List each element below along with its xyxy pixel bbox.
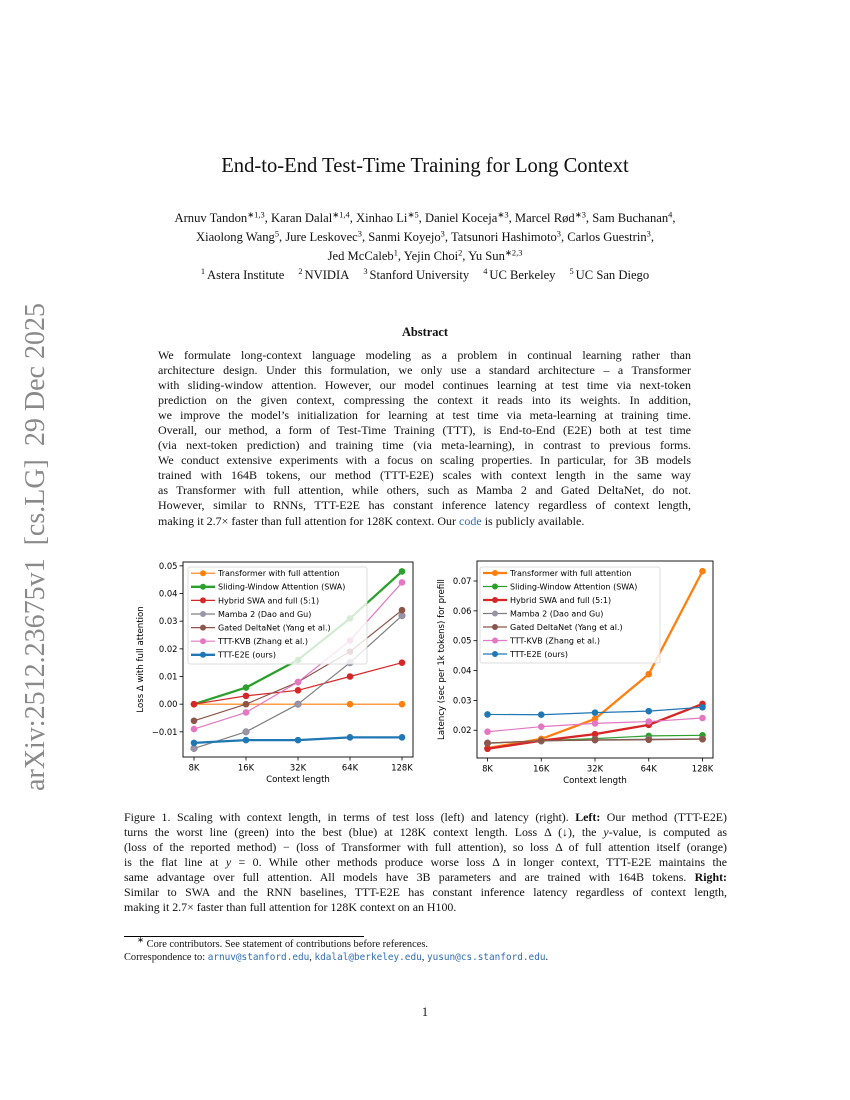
abstract-line: as Transformer with full attention, while others, such as Mamba 2 and Gated DeltaNet, do not. [158,483,691,498]
author-affiliation-marks: ∗3 [497,210,509,219]
abstract-heading: Abstract [401,324,449,339]
email-link[interactable]: kdalal@berkeley.edu [314,952,422,963]
data-point-marker [699,568,706,575]
data-point-marker [645,718,652,725]
author-affiliation-marks: ∗1,3 [247,210,265,219]
caption-text: Similar to SWA and the RNN baselines, TTT-E2E has constant inference latency regardless of context length, [124,884,727,899]
legend-label: Hybrid SWA and full (5:1) [510,595,612,605]
caption-math: y [603,824,609,839]
affiliation [569,266,649,285]
abstract-line: architecture design. Under this formulation, we only use a standard architecture – a Transformer [158,362,691,377]
legend-label: Gated DeltaNet (Yang et al.) [218,623,331,633]
data-point-marker [399,607,406,614]
author [356,211,422,225]
author [592,211,675,225]
author-line [0,247,850,266]
abstract-text: making it 2.7× faster than full attention for 128K context. Our [158,513,460,528]
legend-label: TTT-E2E (ours) [218,650,276,660]
footnote-correspondence [124,951,744,964]
separator: , [672,210,676,225]
legend-marker-swatch [492,651,498,657]
separator: , [279,229,283,244]
data-point-marker [699,736,706,743]
caption-text: making it 2.7× faster than full attention for 128K context on an H100. [124,899,457,914]
author-name: Daniel Koceja [424,210,498,225]
y-tick-label: 0.00 [158,699,178,710]
separator: , [508,210,512,225]
author [567,230,654,244]
x-tick-label: 32K [586,763,604,774]
legend-marker-swatch [200,652,206,658]
author-affiliation-marks: 3 [556,229,561,238]
affiliation-name: UC Berkeley [489,267,556,282]
affiliation-number: 4 [483,267,488,276]
author-name: Xinhao Li [356,210,408,225]
legend-marker-swatch [200,597,206,603]
author-affiliation-marks: 3 [357,229,362,238]
data-point-marker [347,673,354,680]
author-name: Carlos Guestrin [567,229,647,244]
author-name: Yejin Choi [403,248,459,263]
y-axis-label: Latency (sec per 1k tokens) for prefill [437,579,447,740]
author-line [0,228,850,247]
abstract-line [158,514,691,529]
legend-marker-swatch [492,570,498,576]
x-axis [189,757,414,785]
caption-bold-label: Left: [575,809,601,824]
x-tick-label: 64K [640,763,657,774]
abstract-line: We conduct extensive experiments with a focus on scaling properties. In particular, for 3B models [158,453,691,468]
caption-bold-label: Right: [694,869,727,884]
data-point-marker [295,737,302,744]
y-tick-label: 0.02 [158,643,178,654]
affiliation-number: 3 [363,267,368,276]
legend-marker-swatch [200,570,206,576]
footnote-mark: ∗ [137,935,145,945]
author [515,211,589,225]
caption-line [124,855,727,870]
data-point-marker [592,709,599,716]
legend-marker-swatch [492,624,498,630]
arxiv-stamp [21,303,51,791]
correspondence-label: Correspondence to: [124,952,208,963]
caption-line [124,825,727,840]
data-point-marker [399,659,406,666]
data-point-marker [347,701,354,708]
legend-marker-swatch [200,611,206,617]
author-affiliation-marks: ∗1,4 [332,210,350,219]
abstract-line: prediction on the given context, compressing the context it reads into its weights. In addition, [158,392,691,407]
abstract-line: (via next-token prediction) and training time (via meta-learning), in contrast to previous forms. [158,438,691,453]
data-point-marker [295,679,302,686]
x-tick-label: 8K [482,763,493,774]
data-point-marker [484,740,491,747]
data-point-marker [538,723,545,730]
data-point-marker [191,717,198,724]
y-tick-label: 0.03 [158,616,178,627]
x-axis-label: Context length [563,776,627,786]
author-name: Arnuv Tandon [174,210,248,225]
y-axis [136,561,183,737]
author-name: Karan Dalal [271,210,333,225]
x-axis-label: Context length [266,775,330,785]
caption-text: is the flat line at [124,854,226,869]
legend-marker-swatch [200,584,206,590]
affiliation-name: Astera Institute [207,267,285,282]
abstract-line: we improve the model’s initialization for learning at test time via meta-learning at training time. [158,407,691,422]
latency-vs-context-chart [430,555,720,790]
x-tick-label: 128K [691,763,714,774]
legend-label: Mamba 2 (Dao and Gu) [510,609,604,619]
author-name: Yu Sun [468,248,505,263]
author [468,249,522,263]
data-point-marker [645,708,652,715]
author [175,211,268,225]
author-affiliation-marks: 3 [440,229,445,238]
data-point-marker [243,729,250,736]
footnote-core-contributors [124,935,757,951]
y-tick-label: −0.01 [151,726,178,737]
legend-label: TTT-KVB (Zhang et al.) [218,637,308,647]
separator: , [418,210,422,225]
separator: , [462,248,466,263]
affiliation-name: Stanford University [369,267,470,282]
caption-text: (loss of the reported method) − (loss of Transformer with full attention), so loss Δ of full attention itself (orange) [124,839,727,854]
separator: , [560,229,565,244]
abstract-line: trained with 164B tokens, our method (TTT-E2E) scales with context length in the same way [158,468,691,483]
loss-vs-context-chart [125,555,420,790]
affiliation-name: NVIDIA [304,267,350,282]
data-point-marker [243,701,250,708]
legend-label: Sliding-Window Attention (SWA) [218,582,346,592]
x-tick-label: 16K [237,762,255,773]
author [425,211,512,225]
legend-marker-swatch [492,597,498,603]
legend-label: Sliding-Window Attention (SWA) [510,582,638,592]
caption-line [124,870,727,885]
legend-label: TTT-KVB (Zhang et al.) [510,636,600,646]
data-point-marker [538,711,545,718]
author-block [0,209,850,285]
data-point-marker [484,728,491,735]
legend-label: Gated DeltaNet (Yang et al.) [510,622,623,632]
affiliation-line [0,266,850,285]
caption-text: Our method (TTT-E2E) [600,809,728,824]
legend-marker-swatch [492,638,498,644]
author-name: Jed McCaleb [327,248,394,263]
affiliation [201,266,284,285]
affiliation [483,266,555,285]
affiliation-number: 1 [200,267,206,276]
figure-caption [124,810,727,915]
separator: , [361,229,366,244]
data-point-marker [699,715,706,722]
series-ttt-e2e [191,734,406,746]
y-tick-label: 0.04 [452,665,472,676]
y-axis [437,576,477,740]
data-point-marker [592,720,599,727]
abstract-text: is publicly available. [481,513,585,528]
author-name: Tatsunori Hashimoto [450,229,557,244]
author-line [0,209,850,228]
y-axis-label: Loss Δ with full attention [136,606,146,713]
author-affiliation-marks: 5 [274,229,280,238]
x-tick-label: 32K [289,762,307,773]
legend-label: Hybrid SWA and full (5:1) [218,596,320,606]
data-point-marker [399,734,406,741]
arxiv-id: arXiv:2512.23675v1 [20,558,51,791]
separator: , [650,229,654,244]
caption-line [124,840,727,855]
author-affiliation-marks: 2 [458,248,463,257]
data-point-marker [538,737,545,744]
legend-label: TTT-E2E (ours) [510,649,568,659]
author-name: Marcel Rød [514,210,575,225]
author-affiliation-marks: ∗3 [574,210,586,219]
data-point-marker [295,687,302,694]
affiliation [363,266,469,285]
data-point-marker [484,711,491,718]
separator: , [585,210,590,225]
abstract-line: We formulate long-context language modeling as a problem in continual learning rather than [158,347,691,362]
legend-label: Transformer with full attention [510,568,632,578]
legend-marker-swatch [492,584,498,590]
data-point-marker [243,737,250,744]
caption-text: same advantage over full attention. All models have 3B parameters and are trained with 164B tokens. [124,869,695,884]
data-point-marker [191,726,198,733]
separator: , [349,210,353,225]
author [285,230,365,244]
author-name: Xiaolong Wang [196,229,275,244]
footnote-rule [124,936,364,937]
separator: , [421,952,427,963]
y-tick-label: 0.06 [452,605,472,616]
author-name: Sam Buchanan [592,210,669,225]
data-point-marker [295,701,302,708]
caption-text: = 0. While other methods produce worse loss Δ in longer context, TTT-E2E maintains the [231,854,728,869]
y-tick-label: 0.05 [158,560,178,571]
email-link[interactable]: arnuv@stanford.edu [207,952,310,963]
y-tick-label: 0.03 [452,695,472,706]
data-point-marker [347,734,354,741]
affiliation [298,266,349,285]
legend-label: Transformer with full attention [218,569,340,579]
caption-text: -value, is computed as [608,824,727,839]
legend [480,567,660,663]
data-point-marker [191,740,198,747]
data-point-marker [243,684,250,691]
abstract-line: Overall, our method, a form of Test-Time Training (TTT), is End-to-End (E2E) both at test time [158,422,691,437]
abstract-line: with sliding-window attention. However, our model continues learning at test time via next-token [158,377,691,392]
y-tick-label: 0.05 [452,635,472,646]
caption-math: y [225,854,232,869]
legend-marker-swatch [200,638,206,644]
abstract-body [158,348,691,529]
y-tick-label: 0.02 [452,725,472,736]
y-tick-label: 0.04 [158,588,178,599]
author-affiliation-marks: ∗2,3 [504,248,523,257]
author [328,249,401,263]
x-tick-label: 128K [391,762,413,773]
abstract-line: However, similar to RNNs, TTT-E2E has constant inference latency regardless of context length, [158,498,691,513]
x-axis [482,758,714,786]
x-tick-label: 8K [188,762,200,773]
author-affiliation-marks: 1 [393,248,398,257]
affiliation-name: UC San Diego [575,267,650,282]
author-name: Sanmi Koyejo [368,229,441,244]
caption-line [124,810,727,825]
caption-text: Figure 1. Scaling with context length, in terms of test loss (left) and latency (right). [124,809,576,824]
data-point-marker [399,579,406,586]
author [404,249,466,263]
legend-marker-swatch [200,625,206,631]
code-link[interactable]: code [459,513,482,528]
affiliation-number: 5 [569,267,574,276]
author [451,230,564,244]
arxiv-date: 29 Dec 2025 [20,303,51,447]
data-point-marker [399,701,406,708]
author [196,230,282,244]
data-point-marker [645,736,652,743]
arxiv-category: [cs.LG] [20,459,51,546]
y-tick-label: 0.01 [158,671,178,682]
legend-marker-swatch [492,611,498,617]
caption-text: turns the worst line (green) into the best (blue) at 128K context length. Loss Δ (↓), the [124,824,604,839]
footnote-text: Core contributors. See statement of contributions before references. [146,939,428,950]
separator: , [397,248,402,263]
data-point-marker [592,737,599,744]
data-point-marker [399,568,406,575]
email-link[interactable]: yusun@cs.stanford.edu [426,952,546,963]
separator: . [545,952,549,963]
legend-label: Mamba 2 (Dao and Gu) [218,609,312,619]
data-point-marker [699,704,706,711]
author-affiliation-marks: 3 [646,229,651,238]
caption-line [124,900,727,915]
data-point-marker [243,693,250,700]
data-point-marker [645,671,652,678]
separator: , [264,210,268,225]
paper-title: End-to-End Test-Time Training for Long Context [221,155,629,177]
author [368,230,448,244]
author-name: Jure Leskovec [285,229,358,244]
separator: , [444,229,449,244]
legend [188,567,367,664]
affiliation-number: 2 [298,267,303,276]
page-number: 1 [421,1005,429,1019]
data-point-marker [243,709,250,716]
separator: , [309,952,315,963]
x-tick-label: 16K [533,763,550,774]
data-point-marker [191,701,198,708]
author [271,211,353,225]
y-tick-label: 0.07 [452,575,472,586]
author-affiliation-marks: ∗5 [407,210,419,219]
x-tick-label: 64K [341,762,359,773]
author-affiliation-marks: 4 [668,210,673,219]
caption-line [124,885,727,900]
